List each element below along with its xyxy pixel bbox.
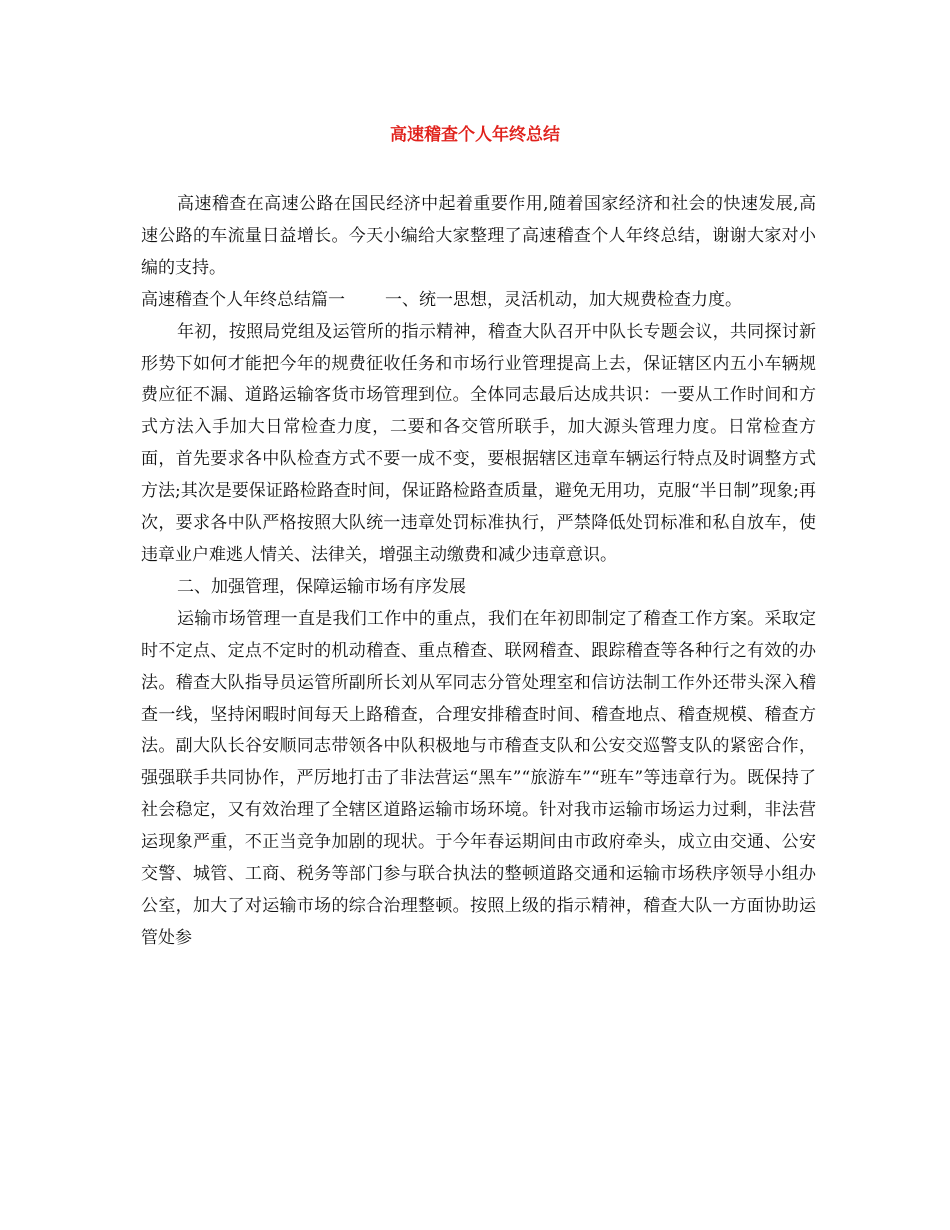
intro-paragraph: 高速稽查在高速公路在国民经济中起着重要作用,随着国家经济和社会的快速发展,高速公路的车流量日益增长。今天小编给大家整理了高速稽查个人年终总结，谢谢大家对小编的支持。 bbox=[141, 194, 816, 278]
body-paragraph-1: 年初，按照局党组及运管所的指示精神，稽查大队召开中队长专题会议，共同探讨新形势下如何才能把今年的规费征收任务和市场行业管理提高上去，保证辖区内五小车辆规费应征不漏、道路运输客货市场管理到位。全体同志最后达成共识：一要从工作时间和方式方法入手加大日常检查力度，二要和各交管所联手，加大源头管理力度。日常检查方面，首先要求各中队检查方式不要一成不变，要根据辖区违章车辆运行特点及时调整方式方法;其次是要保证路检路查时间，保证路检路查质量，避免无用功，克服“半日制”现象;再次，要求各中队严格按照大队统一违章处罚标准执行，严禁降低处罚标准和私自放车，使违章业户难逃人情关、法律关，增强主动缴费和减少违章意识。 bbox=[141, 321, 816, 565]
section-heading-2: 二、加强管理，保障运输市场有序发展 bbox=[177, 576, 466, 597]
article-title: 高速稽查个人年终总结篇一 bbox=[141, 289, 345, 310]
section-heading-1: 一、统一思想，灵活机动，加大规费检查力度。 bbox=[385, 289, 742, 310]
article-heading-line bbox=[141, 285, 816, 317]
document-title: 高速稽查个人年终总结 bbox=[390, 125, 560, 145]
body-paragraph-2: 运输市场管理一直是我们工作中的重点，我们在年初即制定了稽查工作方案。采取定时不定点、定点不定时的机动稽查、重点稽查、联网稽查、跟踪稽查等各种行之有效的办法。稽查大队指导员运管所副所长刘从军同志分管处理室和信访法制工作外还带头深入稽查一线，坚持闲暇时间每天上路稽查，合理安排稽查时间、稽查地点、稽查规模、稽查方法。副大队长谷安顺同志带领各中队积极地与市稽查支队和公安交巡警支队的紧密合作，强强联手共同协作，严厉地打击了非法营运“黑车”“旅游车”“班车”等违章行为。既保持了社会稳定，又有效治理了全辖区道路运输市场环境。针对我市运输市场运力过剩，非法营运现象严重，不正当竞争加剧的现状。于今年春运期间由市政府牵头，成立由交通、公安交警、城管、工商、税务等部门参与联合执法的整顿道路交通和运输市场秩序领导小组办公室，加大了对运输市场的综合治理整顿。按照上级的指示精神，稽查大队一方面协助运管处参 bbox=[141, 608, 816, 948]
document-body bbox=[141, 189, 816, 955]
